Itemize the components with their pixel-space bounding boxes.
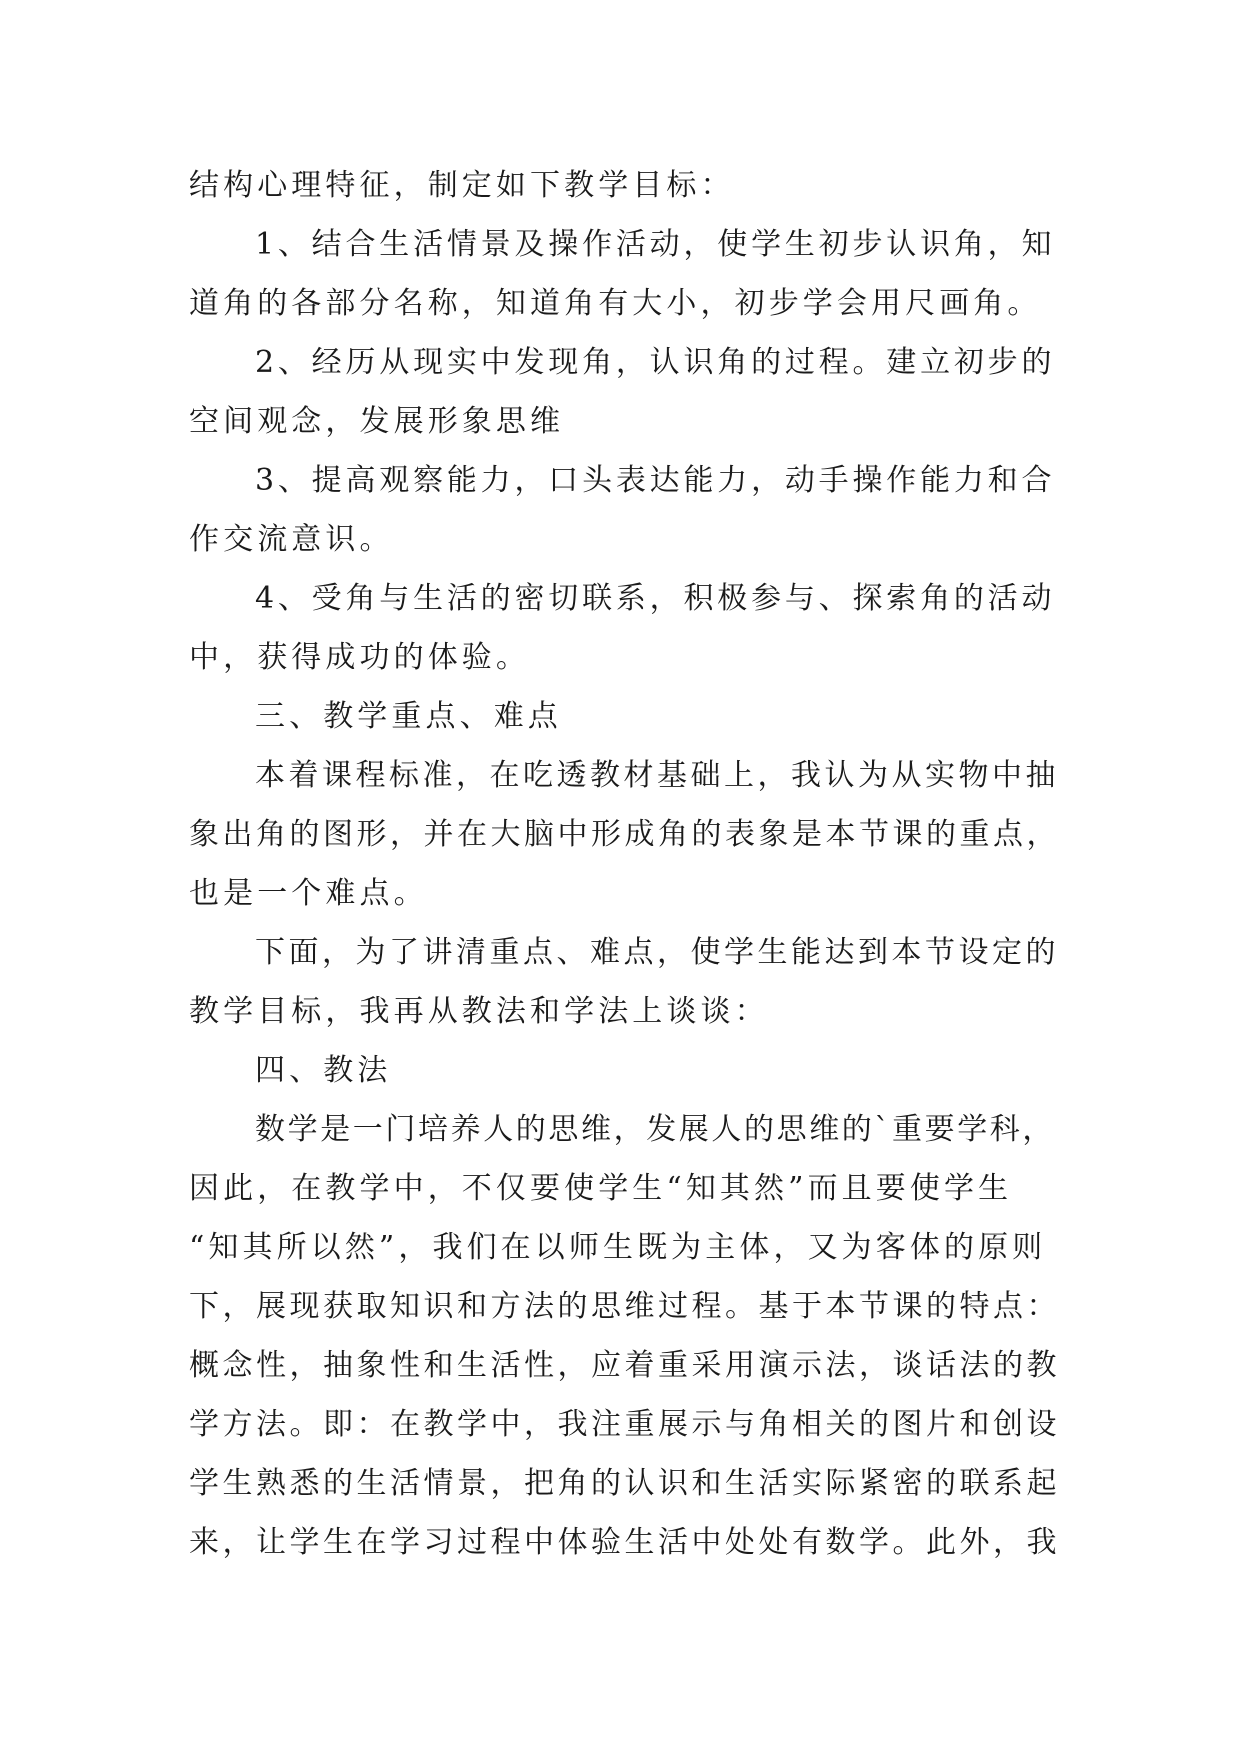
text-line: 2、经历从现实中发现角，认识角的过程。建立初步的 bbox=[255, 345, 1056, 380]
text-line: 象出角的图形，并在大脑中形成角的表象是本节课的重点， bbox=[189, 817, 1060, 852]
text-line: 中，获得成功的体验。 bbox=[189, 640, 530, 675]
text-line: 学方法。即：在教学中，我注重展示与角相关的图片和创设 bbox=[189, 1407, 1060, 1442]
text-line: 来，让学生在学习过程中体验生活中处处有数学。此外，我 bbox=[189, 1525, 1060, 1560]
text-line: 也是一个难点。 bbox=[189, 876, 428, 911]
text-line: 因此，在教学中，不仅要使学生“知其然”而且要使学生 bbox=[189, 1171, 1013, 1206]
text-line: “知其所以然”，我们在以师生既为主体，又为客体的原则 bbox=[189, 1230, 1047, 1265]
text-line: 结构心理特征，制定如下教学目标： bbox=[189, 168, 735, 203]
text-line: 教学目标，我再从教法和学法上谈谈： bbox=[189, 994, 769, 1029]
section-heading: 三、教学重点、难点 bbox=[255, 699, 562, 734]
text-line: 下，展现获取知识和方法的思维过程。基于本节课的特点： bbox=[189, 1289, 1060, 1324]
text-line: 4、受角与生活的密切联系，积极参与、探索角的活动 bbox=[255, 581, 1056, 616]
text-line: 概念性，抽象性和生活性，应着重采用演示法，谈话法的教 bbox=[189, 1348, 1060, 1383]
text-line: 本着课程标准，在吃透教材基础上，我认为从实物中抽 bbox=[255, 758, 1059, 793]
text-line: 作交流意识。 bbox=[189, 522, 394, 557]
text-line: 空间观念，发展形象思维 bbox=[189, 404, 565, 439]
text-line: 学生熟悉的生活情景，把角的认识和生活实际紧密的联系起 bbox=[189, 1466, 1060, 1501]
text-line: 道角的各部分名称，知道角有大小，初步学会用尺画角。 bbox=[189, 286, 1042, 321]
section-heading: 四、教法 bbox=[255, 1053, 392, 1088]
text-line: 3、提高观察能力，口头表达能力，动手操作能力和合 bbox=[255, 463, 1056, 498]
text-line: 数学是一门培养人的思维，发展人的思维的`重要学科， bbox=[255, 1112, 1055, 1147]
text-line: 1、结合生活情景及操作活动，使学生初步认识角，知 bbox=[255, 227, 1056, 262]
text-line: 下面，为了讲清重点、难点，使学生能达到本节设定的 bbox=[255, 935, 1059, 970]
